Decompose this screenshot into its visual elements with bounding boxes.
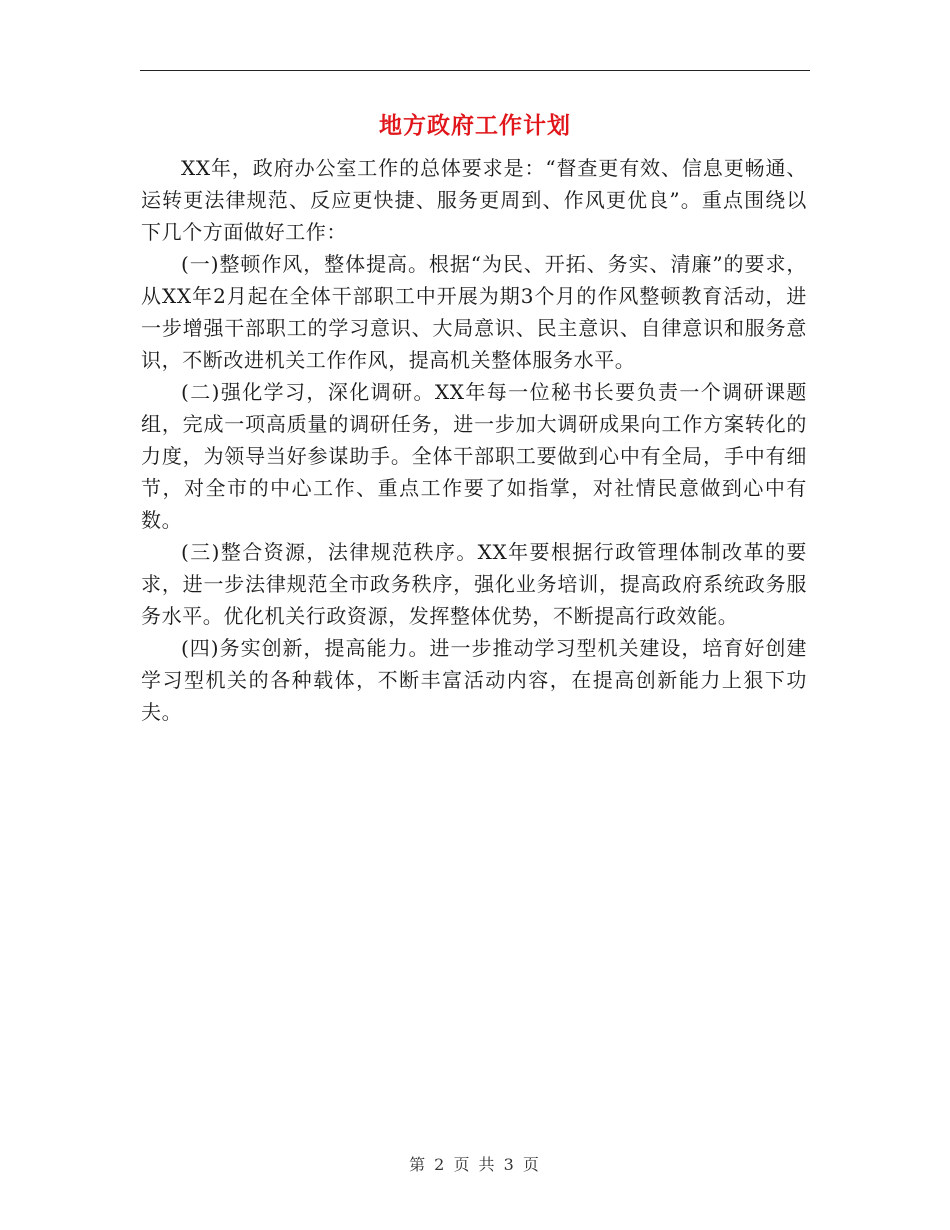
paragraph-section-1: (一)整顿作风，整体提高。根据“为民、开拓、务实、清廉”的要求，从XX年2月起在全体干部职工中开展为期3个月的作风整顿教育活动，进一步增强干部职工的学习意识、大局意识、民主意识、自律意识和服务意识，不断改进机关工作作风，提高机关整体服务水平。 <box>141 252 807 372</box>
page-number: 第 2 页 共 3 页 <box>409 1155 541 1174</box>
paragraph-intro: XX年，政府办公室工作的总体要求是：“督查更有效、信息更畅通、运转更法律规范、反应更快捷、服务更周到、作风更优良”。重点围绕以下几个方面做好工作： <box>141 156 807 244</box>
document-title: 地方政府工作计划 <box>379 112 571 139</box>
document-body <box>141 152 807 728</box>
paragraph-section-2: (二)强化学习，深化调研。XX年每一位秘书长要负责一个调研课题组，完成一项高质量的调研任务，进一步加大调研成果向工作方案转化的力度，为领导当好参谋助手。全体干部职工要做到心中有全局，手中有细节，对全市的中心工作、重点工作要了如指掌，对社情民意做到心中有数。 <box>141 380 807 532</box>
paragraph-section-4: (四)务实创新，提高能力。进一步推动学习型机关建设，培育好创建学习型机关的各种载体，不断丰富活动内容，在提高创新能力上狠下功夫。 <box>141 636 807 724</box>
header-rule <box>140 70 810 71</box>
paragraph-section-3: (三)整合资源，法律规范秩序。XX年要根据行政管理体制改革的要求，进一步法律规范全市政务秩序，强化业务培训，提高政府系统政务服务水平。优化机关行政资源，发挥整体优势，不断提高行政效能。 <box>141 540 807 628</box>
